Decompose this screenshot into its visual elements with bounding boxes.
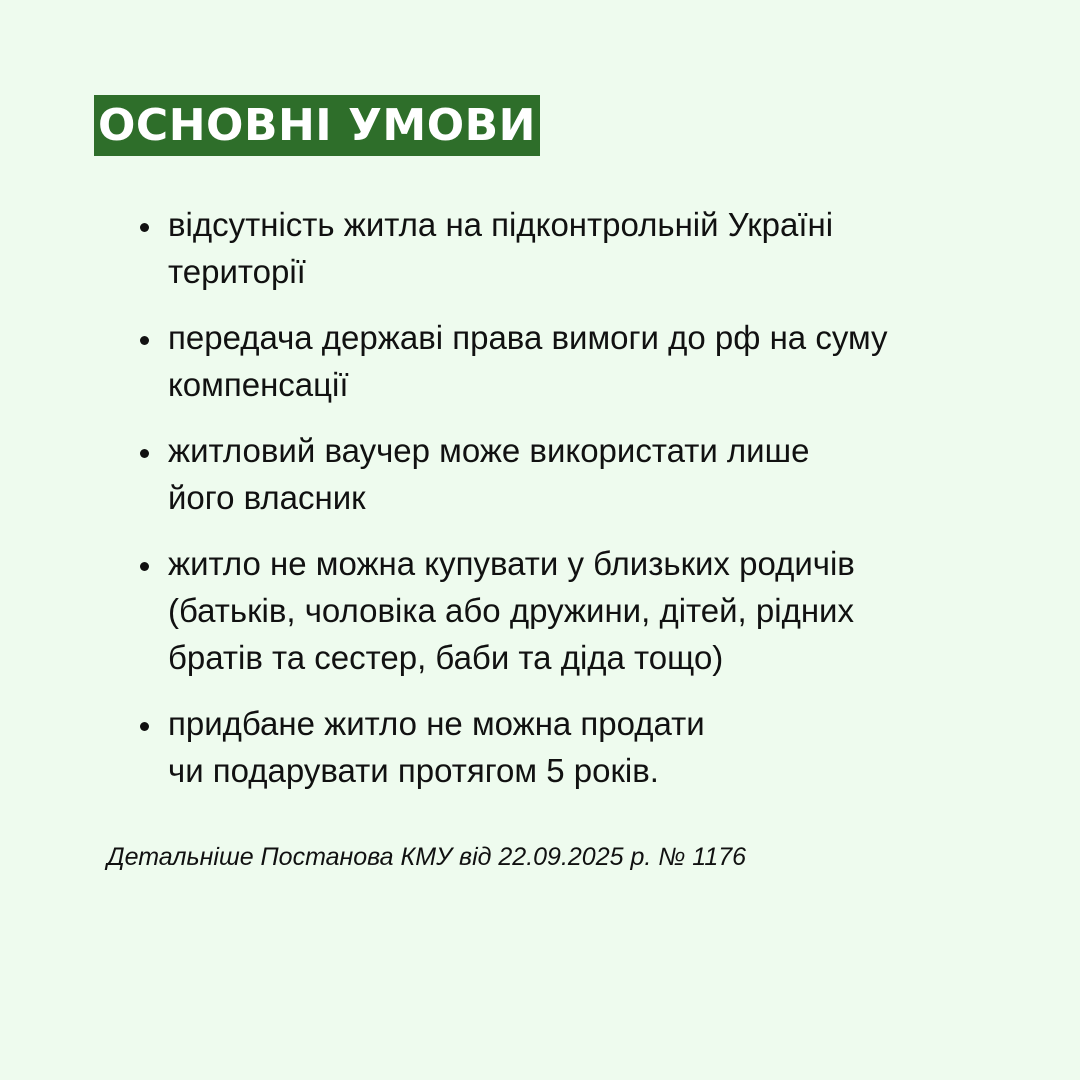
list-item-text: відсутність житла на підконтрольній Україні bbox=[168, 206, 834, 243]
list-item-text: його власник bbox=[168, 479, 366, 516]
conditions-list bbox=[140, 201, 1040, 813]
list-item-text: придбане житло не можна продати bbox=[168, 705, 705, 742]
list-item-text: братів та сестер, баби та діда тощо) bbox=[168, 639, 724, 676]
list-item-text: території bbox=[168, 253, 306, 290]
list-item bbox=[140, 700, 1040, 794]
list-item-text: компенсації bbox=[168, 366, 349, 403]
list-item-text: житловий ваучер може використати лише bbox=[168, 432, 810, 469]
bullet-icon bbox=[140, 562, 149, 571]
list-item-text: житло не можна купувати у близьких родичів bbox=[168, 545, 855, 582]
page-title: ОСНОВНІ УМОВИ bbox=[94, 95, 540, 156]
footnote: Детальніше Постанова КМУ від 22.09.2025 р. № 1176 bbox=[107, 843, 747, 871]
bullet-icon bbox=[140, 722, 149, 731]
list-item-text: (батьків, чоловіка або дружини, дітей, рідних bbox=[168, 592, 854, 629]
bullet-icon bbox=[140, 223, 149, 232]
list-item bbox=[140, 314, 1040, 408]
list-item-text: чи подарувати протягом 5 років. bbox=[168, 752, 659, 789]
list-item-text: передача державі права вимоги до рф на суму bbox=[168, 319, 888, 356]
bullet-icon bbox=[140, 449, 149, 458]
bullet-icon bbox=[140, 336, 149, 345]
list-item bbox=[140, 201, 1040, 295]
list-item bbox=[140, 540, 1040, 681]
list-item bbox=[140, 427, 1040, 521]
